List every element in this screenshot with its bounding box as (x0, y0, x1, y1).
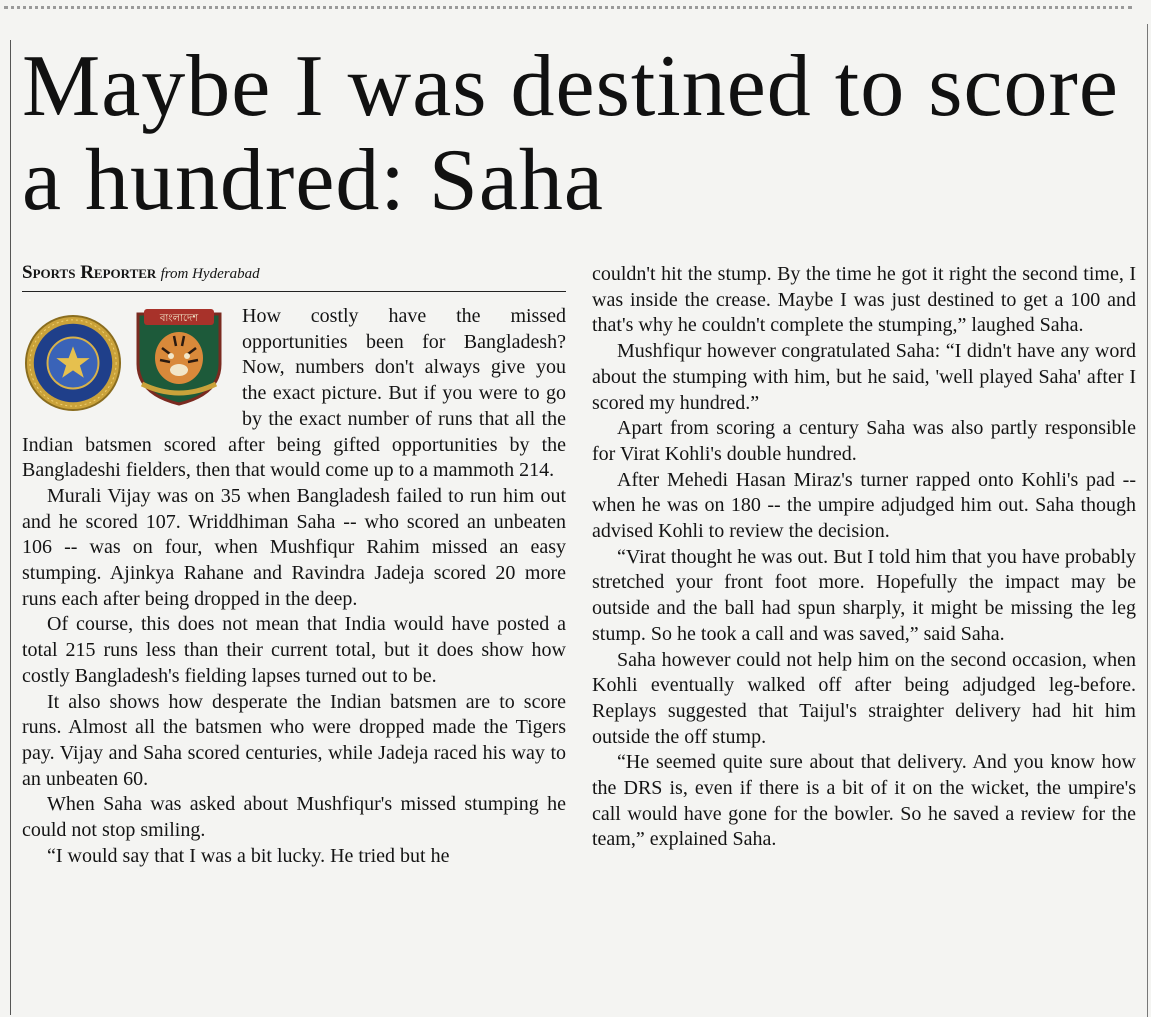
team-logos (22, 304, 232, 408)
bcb-logo-icon (132, 306, 226, 406)
paragraph: couldn't hit the stump. By the time he got it right the second time, I was inside the crease. Maybe I was just destined to get a 100 and that's why he couldn't complete the stumping,” laughed Saha. (592, 263, 1136, 337)
bcci-logo-icon (24, 314, 122, 412)
paragraph: Saha however could not help him on the second occasion, when Kohli eventually walked off after being adjudged leg-before. Replays suggested that Taijul's straighter delivery had hit him outside the off stump. (592, 648, 1136, 748)
left-column-rule (10, 40, 11, 1015)
article-column-left (22, 262, 566, 869)
top-dotted-border (4, 6, 1132, 17)
byline-divider (22, 291, 566, 292)
paragraph: “Virat thought he was out. But I told him that you have probably stretched your front foot more. Hopefully the impact may be outside and the ball had spun sharply, it might be missing the leg stump. So he took a call and was saved,” said Saha. (592, 545, 1136, 645)
paragraph: Mushfiqur however congratulated Saha: “I didn't have any word about the stumping with him, but he said, 'well played Saha' after I scored my hundred.” (592, 340, 1136, 414)
paragraph: After Mehedi Hasan Miraz's turner rapped onto Kohli's pad -- when he was on 180 -- the umpire adjudged him out. Saha though advised Kohli to review the decision. (592, 468, 1136, 543)
paragraph: “I would say that I was a bit lucky. He tried but he (47, 844, 450, 867)
byline-location: from Hyderabad (160, 266, 260, 282)
article-headline: Maybe I was destined to score a hundred: Saha (22, 38, 1119, 229)
paragraph: When Saha was asked about Mushfiqur's missed stumping he could not stop smiling. (22, 793, 566, 842)
paragraph: Apart from scoring a century Saha was also partly responsible for Virat Kohli's double hundred. (592, 417, 1136, 465)
byline-author: Sports Reporter (22, 262, 157, 283)
paragraph: It also shows how desperate the Indian batsmen are to score runs. Almost all the batsmen who were dropped made the Tigers pay. Vijay and Saha scored centuries, while Jadeja raced his way to an unbeaten 60. (22, 690, 566, 790)
paragraph: Of course, this does not mean that India would have posted a total 215 runs less than their current total, but it does show how costly Bangladesh's fielding lapses turned out to be. (22, 613, 566, 687)
byline (22, 262, 566, 285)
paragraph: “He seemed quite sure about that delivery. And you know how the DRS is, even if there is a bit of it on the wicket, the umpire's call would have gone for the bowler. So he saved a review for the team,” explained Saha. (592, 751, 1136, 851)
paragraph: Murali Vijay was on 35 when Bangladesh failed to run him out and he scored 107. Wriddhiman Saha -- who scored an unbeaten 106 -- was on four, when Mushfiqur Rahim missed an easy stumping. Ajinkya Rahane and Ravindra Jadeja scored 20 more runs each after being dropped in the deep. (22, 484, 566, 610)
paragraph: How costly have the missed opportunities been for Bangladesh? Now, numbers don't always give you the exact picture. But if you were to go by the exact number of runs that all the Indian batsmen scored after being gifted opportunities by the Bangladeshi fielders, then that would come up to a mammoth 214. (22, 305, 566, 482)
right-column-rule (1147, 24, 1148, 1017)
article-column-right (592, 262, 1136, 853)
bcb-logo-text: বাংলাদেশ (159, 313, 199, 324)
